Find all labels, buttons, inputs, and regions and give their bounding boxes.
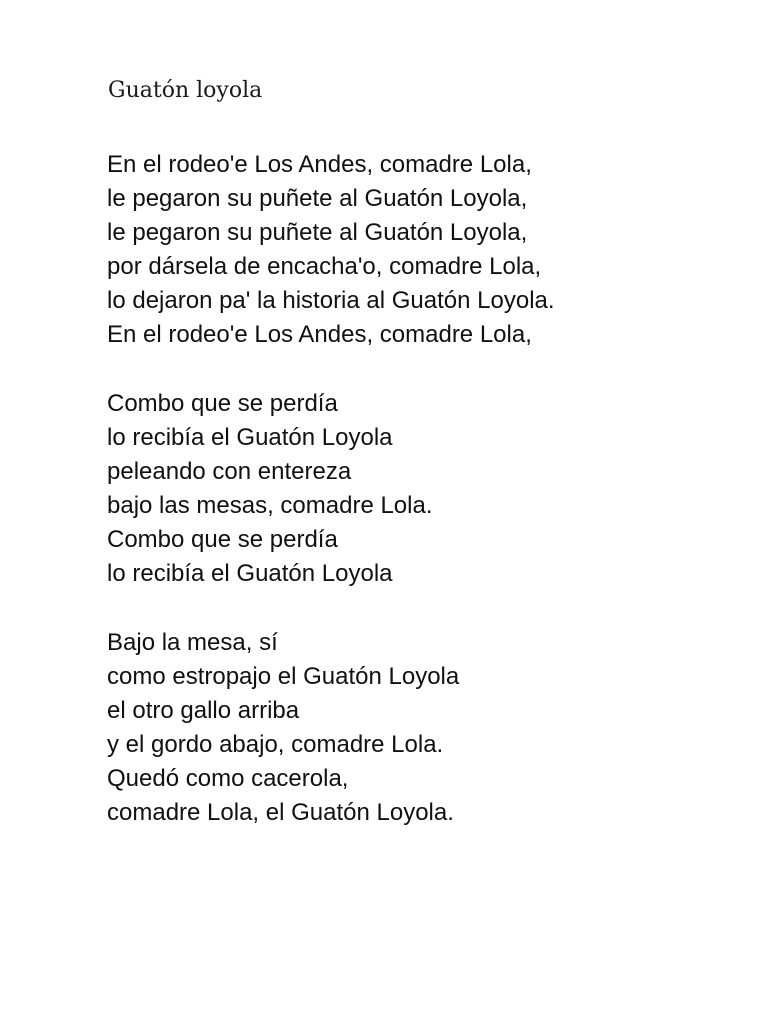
stanza-2	[107, 387, 433, 591]
verse-line: lo recibía el Guatón Loyola	[107, 560, 393, 587]
verse-line: comadre Lola, el Guatón Loyola.	[107, 799, 454, 826]
verse-line: le pegaron su puñete al Guatón Loyola,	[107, 185, 528, 212]
verse-line: y el gordo abajo, comadre Lola.	[107, 731, 444, 758]
verse-line: lo dejaron pa' la historia al Guatón Loyola.	[107, 287, 555, 314]
stanza-1	[107, 148, 555, 352]
verse-line: por dársela de encacha'o, comadre Lola,	[107, 253, 542, 280]
verse-line: Combo que se perdía	[107, 390, 338, 417]
verse-line: Bajo la mesa, sí	[107, 629, 278, 656]
verse-line: peleando con entereza	[107, 458, 352, 485]
verse-line: Quedó como cacerola,	[107, 765, 349, 792]
page-title: Guatón loyola	[108, 78, 263, 103]
verse-line: En el rodeo'e Los Andes, comadre Lola,	[107, 321, 532, 348]
stanza-3	[107, 626, 459, 830]
verse-line: lo recibía el Guatón Loyola	[107, 424, 393, 451]
verse-line: le pegaron su puñete al Guatón Loyola,	[107, 219, 528, 246]
verse-line: bajo las mesas, comadre Lola.	[107, 492, 433, 519]
verse-line: como estropajo el Guatón Loyola	[107, 663, 460, 690]
verse-line: Combo que se perdía	[107, 526, 338, 553]
verse-line: el otro gallo arriba	[107, 697, 300, 724]
verse-line: En el rodeo'e Los Andes, comadre Lola,	[107, 151, 532, 178]
